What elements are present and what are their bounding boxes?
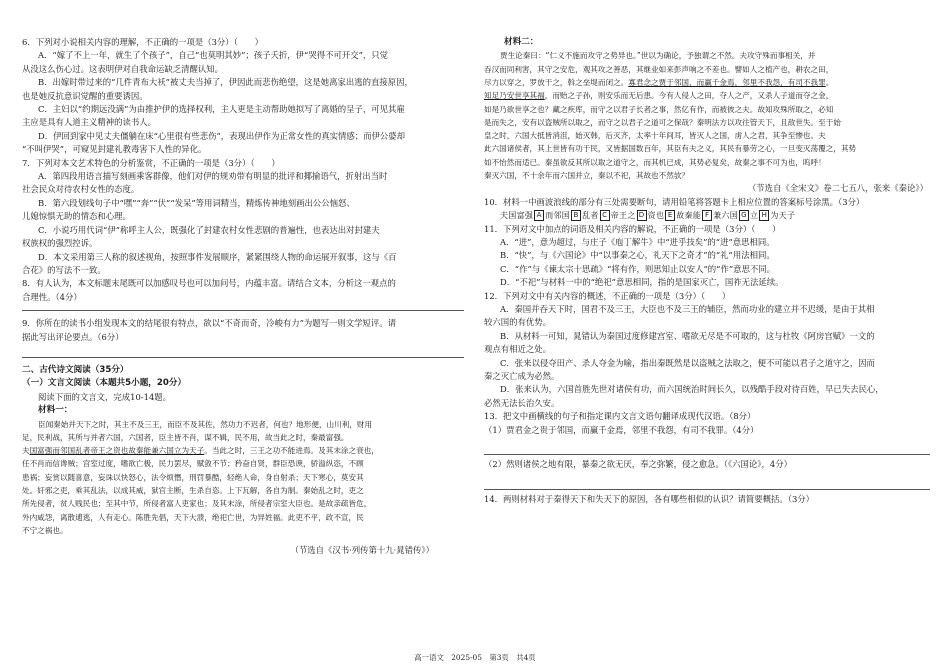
option-c: C．“作”与《谏太宗十思疏》“将有作，则思知止以安人”的“作”意思不同。 [500, 263, 775, 274]
answer-box-b[interactable]: B [571, 210, 581, 221]
question-stem: 11．下列对文中加点的词语及相关内容的解说，不正确的一项是（3分）（ ） [484, 223, 781, 234]
sentence-text: 夫国富强 [500, 211, 534, 221]
option-c-cont: 主应是具有人道主义精神的读书人。 [22, 117, 156, 128]
passage-line: 外内咸怨，离散逋逃，人有走心。陈胜先倡，天下大溃，绝祀亡世，为异姓福。此吏不平，政不宣，民 [22, 512, 364, 522]
question-stem: 8．有人认为，本文标题末尾既可以加感叹号也可以加问号，内蕴丰富。请结合文本，分析这一观点的 [22, 278, 396, 289]
option-c-cont: 权族权的强烈控诉。 [22, 238, 98, 249]
passage-line: 皇之时，六国大抵皆消沮，始灭韩，后灭齐，太率十年间耳，皆灭人之国，虏人之君，其争至惨也。夫 [484, 131, 826, 141]
passage-line: 任不肖而信谗贼；宫室过度，嗜欲亡极，民力罢尽，赋敛不节；矜奋自贤，群臣恐谀，骄溢纵恣，不顾 [22, 459, 364, 469]
sentence-text: 兼六国 [713, 211, 739, 221]
underlined-sentence: 知足乃安世享其福 [484, 91, 545, 101]
question-13 [484, 410, 930, 489]
option-d: D．本文采用第三人称的叙述视角，按照事件发展顺序，紧紧围绕人物的命运展开叙事，这与《百 [38, 251, 397, 262]
right-column [484, 36, 930, 506]
underlined-sentence: 寡君念之贾于邻国，而赢千金焉，邻里不我怨，有司不我罪 [628, 78, 826, 87]
question-stem: 6．下列对小说相关内容的理解，不正确的一项是（3分）（ ） [22, 37, 263, 47]
option-d-cont: 必然无法长治久安。 [484, 397, 560, 408]
question-stem: 7．下列对本文艺术特色的分析鉴赏，不正确的一项是（3分）（ ） [22, 157, 280, 168]
question-stem: 14．两则材料对于秦得天下和失天下的原因，各有哪些相似的认识？请简要概括。（3分） [484, 493, 815, 504]
answer-box-e[interactable]: E [665, 210, 675, 221]
option-d: D．伊回到家中见丈夫僵躺在床“心里很有些悲伤”，表现出伊作为正常女性的真实情感；而伊公婆却 [38, 130, 406, 141]
option-d-cont: “不叫伊哭”，可窥见封建礼教毒害下人性的异化。 [22, 144, 207, 155]
option-b: B．从材料一可知，晁错认为秦国过度修建宫室、嗜欲无尽是不可取的，这与杜牧《阿房宫赋》一文的 [500, 330, 875, 341]
question-stem: 9．你所在的读书小组发现本文的结尾很有特点，欲以“不奇而奇，冷峻有力”为题写一则文学短评。请 [22, 318, 397, 329]
option-a-cont: 较六国的有优势。 [484, 317, 551, 328]
passage-line: 此六国诸侯者，其上世皆有功于民，又皆据国数百年，其臣有夫之义，其民有暴劳之心，一旦变灭荡覆之，其势 [484, 144, 857, 154]
material-2-label: 材料二： [504, 37, 539, 47]
passage-text: 。当此之时，三王之功不能进焉。及其末涂之衰也， [204, 446, 379, 456]
translation-item-2: （2）然则诸侯之地有限，暴秦之欲无厌，奉之弥繁，侵之愈急。（《六国论》，4分） [484, 459, 792, 470]
answer-box-g[interactable]: G [739, 210, 749, 221]
answer-line [22, 357, 464, 358]
subsection-title: （一）文言文阅读（本题共5小题，20分） [22, 378, 187, 389]
left-column [22, 36, 464, 558]
option-c: C．张来以侵夺田产、杀人夺金为喻，指出秦既然是以盗贼之法取之，便不可能以君子之道守之，因而 [500, 357, 875, 368]
passage-text: ，而贻之子孙，则安乐而无后患。今有人侵人之田，夺人之产，又杀人子道而夺之金， [544, 91, 834, 101]
passage-line: 所先侵者，贫人贱民也；至其中节，所侵者富人吏家也；及其末涂，所侵者宗室大臣也。是故亲疏皆危， [22, 499, 372, 509]
option-b: B．出嫁时带过来的“几件青布大袄”被丈夫当掉了，伊因此而悲伤绝望，这是她离家出逃的直接原因， [38, 77, 413, 88]
option-b-cont: 也是她反抗意识觉醒的重要诱因。 [22, 90, 148, 101]
option-c: C．主妇以“约期远没满”为由推护伊的选择权利，主人更是主动帮助她拟写了离婚的呈子，可见其雇 [38, 104, 405, 115]
answer-box-f[interactable]: F [702, 210, 712, 221]
option-a: A．秦国并吞天下时，国君不及三王，大臣也不及三王的辅臣，然而功业的建立并不迟缓，是由于其相 [500, 304, 875, 315]
answer-line [22, 310, 464, 311]
question-8 [22, 277, 464, 304]
option-c-cont: 秦之灭亡成为必然。 [484, 371, 560, 382]
question-9 [22, 317, 464, 344]
question-stem: 12．下列对文中有关内容的概述，不正确的一项是（3分）（ ） [484, 290, 731, 301]
passage-line: 贾生论秦曰：“仁义不施而攻守之势异也。”世以为确论，予独谓之不然。夫攻守殊而事相关，并 [500, 51, 816, 61]
section-2 [22, 364, 464, 418]
option-a-cont: 社会民众对待农村女性的态度。 [22, 184, 140, 195]
answer-line [484, 489, 930, 490]
section-title: 二、古代诗文阅读（35分） [22, 364, 129, 375]
answer-box-h[interactable]: H [759, 210, 769, 221]
passage-line [22, 444, 464, 457]
option-a: A．第四段用语言描写刻画乘客群像，他们对伊的规劝带有明显的批评和揶揄语气，折射出当时 [38, 171, 388, 182]
option-a: A．“嫁了不上一年，就生了个孩子”，自己“也莫明其妙”；孩子夭折，伊“哭得不可开交”，只觉 [38, 50, 388, 61]
passage-line: 秦灭六国，不十余年而六国并立，秦以不祀，其故也不然欤？ [484, 171, 690, 181]
option-d: D．“不祀”与材料一中的“绝祀”意思相同，指的是国家灭亡，国祚无法延续。 [500, 277, 784, 288]
passage-line [484, 89, 930, 102]
question-10 [484, 196, 930, 223]
option-c: C．小说巧用代词“伊”称呼主人公，既强化了封建农村女性悲剧的普遍性，也表达出对封建夫 [38, 224, 380, 235]
passage-text: 。 [825, 78, 834, 87]
option-b: B．“快”，与《六国论》中“以事秦之心，礼天下之奇才”的“礼”用法相同。 [500, 250, 775, 261]
sentence-text: 立 [750, 211, 759, 221]
passage-line: 如是乃欲世享之也？藏之疾库，而守之以君子长者之事，然亿有作，而被彼之夫。故知攻殊所取之，必知 [484, 104, 834, 114]
question-stem: 10．材料一中画波浪线的部分有三处需要断句，请用铅笔将答题卡上相应位置的答案标号涂黑。（3分） [484, 196, 865, 207]
passage-line: 是而失之，安有以盗贼所以取之，而守之以君子之道可之保哉？秦明法方以攻往管天下，且敌世失。至于始 [484, 117, 841, 127]
passage-text: 尽力以穿之，罗放干之，斡之垒堤而闭之。 [484, 78, 629, 87]
question-12 [484, 290, 930, 411]
passage-1 [22, 418, 464, 538]
passage-source: （节选自《全宋文》卷二七五八，张来《秦论》） [747, 183, 928, 194]
passage-line: 臣闻秦始并天下之时，其主不及三王，而臣不及其佐，然功力不迟者，何也？地形便，山川利，财用 [38, 419, 373, 429]
passage-line: 如不怡然而适已。秦虽欲反其所以取之道守之，而其机已成，其势必复矣，故秦之事不可为也，呜呼！ [484, 157, 826, 167]
answer-box-d[interactable]: D [637, 210, 647, 221]
sentence-text: 资也 [647, 211, 665, 221]
passage-line: 不宁之祸也。 [22, 525, 68, 535]
question-6 [22, 36, 464, 157]
passage-line: 处。奸邪之吏，乘其乱法，以成其威，狱官主断，生杀自恣。上下瓦解，各自为制。秦始乱之时，吏之 [22, 486, 364, 496]
question-11 [484, 223, 930, 290]
passage-source: （节选自《汉书·列传第十九·晁错传》） [290, 545, 434, 556]
passage-line: 足，民利战，其所与并者六国，六国者，臣主皆不肖，谋不辑，民不用，故当此之时，秦最富强。 [22, 432, 349, 442]
question-stem-cont: 据此写出评论要点。（6分） [22, 331, 124, 342]
translation-item-1: （1）贾君金之贵于邻国，而赢千金焉，邻里不我怨，有司不我罪。（4分） [484, 424, 759, 435]
option-b: B．第六段划线句子中“嘿”“奔”“伏”“发呆”等用词精当，精炼传神地刻画出公公恼怒、 [38, 197, 355, 208]
passage-2 [484, 49, 930, 182]
option-b-cont: 儿媳惊惧无助的情态和心理。 [22, 211, 131, 222]
answer-box-c[interactable]: C [600, 210, 610, 221]
passage-line [484, 76, 930, 89]
option-b-cont: 观点有相近之处。 [484, 344, 551, 355]
wavy-underline-sentence: 国富强而邻国乱者帝王之资也故秦能兼六国立为天子 [29, 446, 205, 456]
sentence-text: 帝王之 [610, 211, 636, 221]
sentence-text: 乱者 [582, 211, 599, 221]
sentence-text: 故秦能 [676, 211, 702, 221]
option-d: D．张来认为，六国首胜先世对诸侯有功，而六国统治时间长久，以残酷手段对待百姓，早已失去民心， [500, 384, 884, 395]
answer-line [484, 454, 930, 455]
option-d-cont: 合花》的写法不一致。 [22, 264, 106, 275]
option-a: A．“进”，意为超过，与庄子《庖丁解牛》中“进乎技矣”的“进”意思相同。 [500, 237, 775, 247]
question-7 [22, 157, 464, 278]
answer-box-a[interactable]: A [534, 210, 544, 221]
page-footer: 高一语文 2025-05 第3页 共4页 [414, 653, 536, 662]
question-stem-cont: 合理性。（4分） [22, 291, 82, 302]
passage-text: 夫 [22, 446, 30, 456]
question-14 [484, 493, 930, 506]
option-a-cont: 从没这么伤心过。这表明伊对自我命运缺乏清醒认知。 [22, 63, 223, 74]
passage-line: 吞汉而同利害，其守之安危，观其攻之善恶，其继业如来彭声响之不差也。譬如人之植产也，耕农之田， [484, 64, 834, 74]
sentence-text: 为天子 [770, 211, 796, 221]
sentence-text: 而邻国 [545, 211, 571, 221]
material-1-label: 材料一： [38, 405, 73, 416]
passage-line: 患祸；妄赏以随喜意，妄诛以快怒心，法令烦憯，刑罚暴酷，轻绝人命，身自射杀；天下寒心，莫安其 [22, 472, 364, 482]
question-stem: 13．把文中画横线的句子和指定课内文言文语句翻译成现代汉语。（8分） [484, 411, 756, 422]
section-intro: 阅读下面的文言文，完成10-14题。 [38, 391, 172, 402]
segmented-sentence [484, 209, 930, 222]
